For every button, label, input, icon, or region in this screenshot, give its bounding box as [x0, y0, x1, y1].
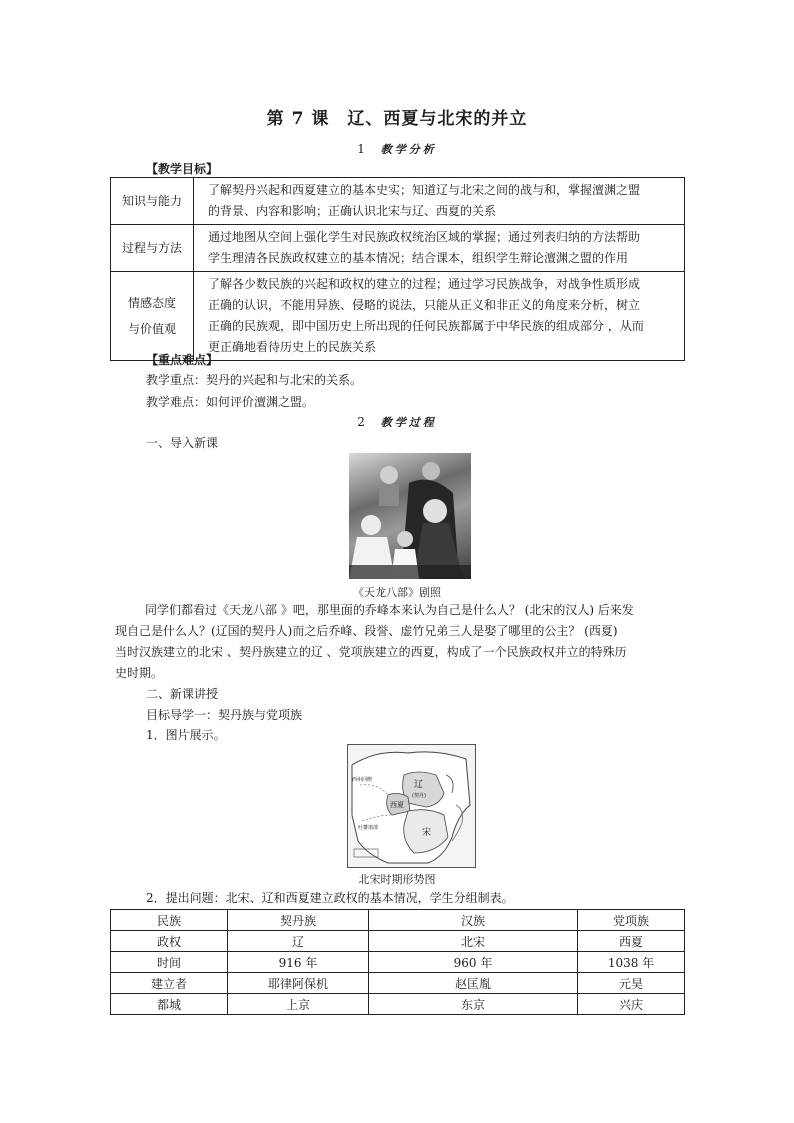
- page-title: 第 7 课 辽、西夏与北宋的并立: [266, 109, 528, 129]
- table-cell: 上京: [228, 994, 369, 1015]
- section-heading-analysis: [0, 141, 794, 157]
- objective-category: 过程与方法: [111, 225, 194, 272]
- table-row: [111, 931, 685, 952]
- table-cell: 耶律阿保机: [228, 973, 369, 994]
- table-cell: 时间: [111, 952, 228, 973]
- table-row: [111, 994, 685, 1015]
- section-title: 教学分析: [380, 143, 437, 156]
- map-label-liao: 辽: [414, 780, 424, 790]
- category-line: 与价值观: [127, 322, 176, 336]
- map-drawing: [348, 745, 475, 867]
- keypoints-label: 【重点难点】: [146, 353, 219, 367]
- objective-desc: [194, 178, 685, 225]
- song-period-map: [347, 744, 476, 868]
- table-cell: 1038 年: [578, 952, 685, 973]
- table-cell: 元昊: [578, 973, 685, 994]
- section-title: 教学过程: [380, 416, 437, 429]
- intro-line: 同学们都看过《天龙八部 》吧，那里面的乔峰本来认为自己是什么人？ (北宋的汉人) 后来发: [145, 603, 634, 617]
- objectives-table: [110, 177, 685, 361]
- objective-category: 知识与能力: [111, 178, 194, 225]
- objective-desc: [194, 225, 685, 272]
- table-cell: 960 年: [369, 952, 578, 973]
- table-cell: 兴庆: [578, 994, 685, 1015]
- table-cell: 汉族: [369, 910, 578, 931]
- objective-desc: [194, 272, 685, 361]
- table-cell: 建立者: [111, 973, 228, 994]
- step-2: 2．提出问题：北宋、辽和西夏建立政权的基本情况，学生分组制表。: [146, 891, 514, 905]
- photo-caption: 《天龙八部》剧照: [353, 586, 441, 599]
- key-point: 教学重点：契丹的兴起和与北宋的关系。: [146, 373, 363, 387]
- table-cell: 辽: [228, 931, 369, 952]
- desc-line: 学生理清各民族政权建立的基本情况；结合课本，组织学生辩论澶渊之盟的作用: [208, 251, 629, 265]
- section-number: 1: [357, 142, 365, 156]
- map-label-song: 宋: [422, 828, 432, 838]
- intro-line: 现自己是什么人？(辽国的契丹人)而之后乔峰、段誉、虚竹兄弟三人是娶了哪里的公主？ (西夏): [115, 624, 618, 638]
- map-label-khitan: (契丹): [412, 793, 426, 799]
- step-1: 1．图片展示。: [146, 728, 226, 742]
- difficult-point: 教学难点：如何评价澶渊之盟。: [146, 395, 315, 409]
- table-row: [111, 178, 685, 225]
- map-label-xixia: 西夏: [390, 801, 404, 809]
- table-cell: 赵匡胤: [369, 973, 578, 994]
- desc-line: 通过地图从空间上强化学生对民族政权统治区域的掌握；通过列表归纳的方法帮助: [208, 230, 641, 244]
- table-row: [111, 272, 685, 361]
- table-row: [111, 225, 685, 272]
- desc-line: 更正确地看待历史上的民族关系: [208, 340, 377, 354]
- map-caption: 北宋时期形势图: [358, 873, 436, 886]
- table-cell: 都城: [111, 994, 228, 1015]
- category-line: 情感态度: [127, 296, 176, 310]
- table-row: [111, 952, 685, 973]
- table-cell: 西夏: [578, 931, 685, 952]
- map-label-west: 西州回鹘: [352, 777, 373, 783]
- photo-figures: [349, 453, 471, 579]
- map-label-tubo: 吐蕃诸部: [358, 825, 379, 831]
- section-heading-process: [0, 414, 794, 430]
- goal-heading: 目标导学一：契丹族与党项族: [146, 708, 303, 722]
- objectives-label: 【教学目标】: [146, 162, 219, 176]
- intro-line: 史时期。: [115, 666, 164, 680]
- table-cell: 东京: [369, 994, 578, 1015]
- table-row: [111, 973, 685, 994]
- intro-line: 当时汉族建立的北宋 、契丹族建立的辽 、党项族建立的西夏，构成了一个民族政权并立的特殊历: [115, 645, 627, 659]
- part1-heading: 一、导入新课: [146, 436, 219, 450]
- drama-still-photo: [349, 453, 471, 579]
- table-row: [111, 910, 685, 931]
- regime-table: [110, 909, 685, 1015]
- desc-line: 了解各少数民族的兴起和政权的建立的过程；通过学习民族战争，对战争性质形成: [208, 277, 641, 291]
- intro-paragraph: [115, 600, 685, 684]
- desc-line: 了解契丹兴起和西夏建立的基本史实；知道辽与北宋之间的战与和，掌握澶渊之盟: [208, 183, 641, 197]
- objective-category: [111, 272, 194, 361]
- desc-line: 正确的认识，不能用异族、侵略的说法，只能从正义和非正义的角度来分析，树立: [208, 298, 641, 312]
- part2-heading: 二、新课讲授: [146, 687, 219, 701]
- table-cell: 916 年: [228, 952, 369, 973]
- table-cell: 民族: [111, 910, 228, 931]
- table-cell: 北宋: [369, 931, 578, 952]
- table-cell: 契丹族: [228, 910, 369, 931]
- section-number: 2: [357, 415, 365, 429]
- desc-line: 的背景、内容和影响；正确认识北宋与辽、西夏的关系: [208, 204, 497, 218]
- table-cell: 政权: [111, 931, 228, 952]
- table-cell: 党项族: [578, 910, 685, 931]
- desc-line: 正确的民族观，即中国历史上所出现的任何民族都属于中华民族的组成部分 ，从而: [208, 319, 644, 333]
